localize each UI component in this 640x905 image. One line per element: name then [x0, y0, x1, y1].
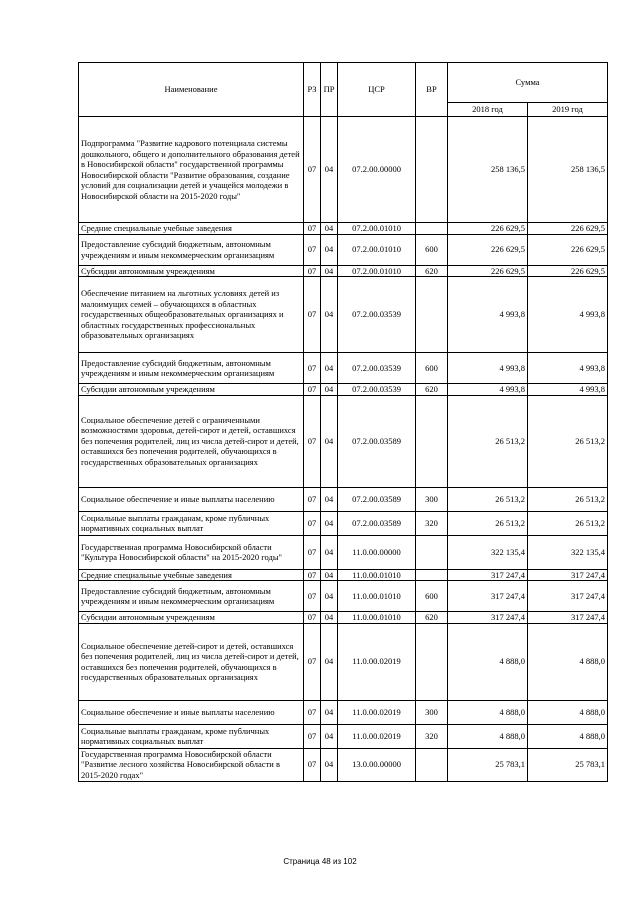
row-pr: 04: [321, 724, 338, 748]
row-rz: 07: [304, 353, 321, 384]
table-row: [79, 234, 608, 265]
row-pr: 04: [321, 612, 338, 624]
row-name: Предоставление субсидий бюджетным, автономным учреждениям и иным некоммерческим организациям: [79, 353, 304, 384]
row-amount-2018: 26 513,2: [448, 511, 528, 535]
row-csr: 11.0.00.00000: [338, 535, 416, 569]
table-body: [79, 117, 608, 782]
row-pr: 04: [321, 234, 338, 265]
row-amount-2018: 4 888,0: [448, 700, 528, 724]
table-row: [79, 487, 608, 511]
row-amount-2018: 322 135,4: [448, 535, 528, 569]
header-year-2018: 2018 год: [448, 103, 528, 117]
row-amount-2018: 4 993,8: [448, 353, 528, 384]
row-rz: 07: [304, 612, 321, 624]
table-row: [79, 569, 608, 581]
row-csr: 11.0.00.01010: [338, 569, 416, 581]
row-vr: [416, 748, 448, 781]
row-vr: 300: [416, 700, 448, 724]
row-pr: 04: [321, 623, 338, 700]
table-row: [79, 612, 608, 624]
row-rz: 07: [304, 581, 321, 612]
row-amount-2019: 26 513,2: [528, 395, 608, 487]
row-pr: 04: [321, 569, 338, 581]
row-amount-2019: 4 993,8: [528, 277, 608, 353]
row-rz: 07: [304, 511, 321, 535]
row-name: Субсидии автономным учреждениям: [79, 265, 304, 277]
row-pr: 04: [321, 487, 338, 511]
row-vr: 600: [416, 581, 448, 612]
row-name: Социальное обеспечение детей с ограниченными возможностями здоровья, детей-сирот и детей, оставшихся без попечения родителей, лиц из числа детей-сирот и детей, оставшихся без попечения родителей, обучающихся в государственных образовательных организациях: [79, 395, 304, 487]
row-name: Обеспечение питанием на льготных условиях детей из малоимущих семей – обучающихся в областных государственных общеобразовательных организациях и областных государственных профессиональных образовательных организациях: [79, 277, 304, 353]
row-name: Предоставление субсидий бюджетным, автономным учреждениям и иным некоммерческим организациям: [79, 581, 304, 612]
row-pr: 04: [321, 748, 338, 781]
row-amount-2019: 4 993,8: [528, 384, 608, 396]
table-row: [79, 748, 608, 781]
row-amount-2018: 226 629,5: [448, 234, 528, 265]
row-csr: 07.2.00.01010: [338, 234, 416, 265]
row-amount-2019: 4 888,0: [528, 623, 608, 700]
table-row: [79, 535, 608, 569]
row-amount-2019: 226 629,5: [528, 234, 608, 265]
row-amount-2019: 4 993,8: [528, 353, 608, 384]
row-pr: 04: [321, 384, 338, 396]
row-name: Государственная программа Новосибирской области "Развитие лесного хозяйства Новосибирской области в 2015-2020 годах": [79, 748, 304, 781]
table-row: [79, 511, 608, 535]
table-row: [79, 117, 608, 223]
row-vr: [416, 569, 448, 581]
table-row: [79, 277, 608, 353]
row-amount-2018: 317 247,4: [448, 612, 528, 624]
row-amount-2019: 258 136,5: [528, 117, 608, 223]
row-name: Субсидии автономным учреждениям: [79, 612, 304, 624]
header-name: Наименование: [79, 63, 304, 117]
header-year-2019: 2019 год: [528, 103, 608, 117]
row-csr: 07.2.00.03589: [338, 511, 416, 535]
row-vr: [416, 277, 448, 353]
row-csr: 11.0.00.01010: [338, 612, 416, 624]
row-pr: 04: [321, 277, 338, 353]
row-vr: 320: [416, 511, 448, 535]
row-amount-2018: 26 513,2: [448, 395, 528, 487]
row-amount-2018: 26 513,2: [448, 487, 528, 511]
row-rz: 07: [304, 395, 321, 487]
row-name: Социальное обеспечение и иные выплаты населению: [79, 700, 304, 724]
header-rz: РЗ: [304, 63, 321, 117]
row-amount-2018: 226 629,5: [448, 265, 528, 277]
row-amount-2018: 4 888,0: [448, 623, 528, 700]
row-csr: 07.2.00.01010: [338, 265, 416, 277]
row-name: Средние специальные учебные заведения: [79, 223, 304, 235]
row-pr: 04: [321, 395, 338, 487]
row-amount-2019: 4 888,0: [528, 700, 608, 724]
table-row: [79, 353, 608, 384]
budget-table: [78, 62, 608, 782]
row-pr: 04: [321, 700, 338, 724]
table-row: [79, 265, 608, 277]
row-name: Социальные выплаты гражданам, кроме публичных нормативных социальных выплат: [79, 511, 304, 535]
row-pr: 04: [321, 581, 338, 612]
row-vr: [416, 535, 448, 569]
row-amount-2019: 226 629,5: [528, 223, 608, 235]
row-rz: 07: [304, 117, 321, 223]
row-csr: 07.2.00.03589: [338, 487, 416, 511]
row-amount-2019: 317 247,4: [528, 612, 608, 624]
page-footer: Страница 48 из 102: [283, 857, 357, 866]
row-csr: 11.0.00.02019: [338, 623, 416, 700]
row-vr: 320: [416, 724, 448, 748]
header-vr: ВР: [416, 63, 448, 117]
row-vr: 620: [416, 384, 448, 396]
row-amount-2018: 4 993,8: [448, 277, 528, 353]
row-vr: [416, 117, 448, 223]
row-pr: 04: [321, 265, 338, 277]
header-sum: Сумма: [448, 63, 608, 103]
row-csr: 07.2.00.03539: [338, 277, 416, 353]
row-amount-2018: 317 247,4: [448, 569, 528, 581]
row-vr: 600: [416, 353, 448, 384]
row-amount-2018: 4 993,8: [448, 384, 528, 396]
row-vr: 620: [416, 612, 448, 624]
row-name: Социальные выплаты гражданам, кроме публичных нормативных социальных выплат: [79, 724, 304, 748]
row-rz: 07: [304, 265, 321, 277]
row-amount-2018: 25 783,1: [448, 748, 528, 781]
row-vr: [416, 395, 448, 487]
row-csr: 07.2.00.00000: [338, 117, 416, 223]
table-row: [79, 623, 608, 700]
row-vr: 300: [416, 487, 448, 511]
row-amount-2019: 317 247,4: [528, 569, 608, 581]
row-name: Государственная программа Новосибирской области "Культура Новосибирской области" на 2015-2020 годы": [79, 535, 304, 569]
table-row: [79, 700, 608, 724]
row-amount-2018: 4 888,0: [448, 724, 528, 748]
row-amount-2019: 322 135,4: [528, 535, 608, 569]
row-amount-2018: 317 247,4: [448, 581, 528, 612]
row-rz: 07: [304, 569, 321, 581]
table-row: [79, 724, 608, 748]
row-rz: 07: [304, 724, 321, 748]
row-pr: 04: [321, 535, 338, 569]
row-name: Социальное обеспечение и иные выплаты населению: [79, 487, 304, 511]
row-vr: [416, 623, 448, 700]
row-rz: 07: [304, 234, 321, 265]
row-name: Подпрограмма "Развитие кадрового потенциала системы дошкольного, общего и дополнительного образования детей в Новосибирской области" государственной программы Новосибирской области "Развитие образования, создание условий для социализации детей и учащейся молодежи в Новосибирской области на 2015-2020 годы": [79, 117, 304, 223]
row-rz: 07: [304, 277, 321, 353]
row-pr: 04: [321, 117, 338, 223]
row-name: Субсидии автономным учреждениям: [79, 384, 304, 396]
row-csr: 07.2.00.03539: [338, 353, 416, 384]
row-name: Предоставление субсидий бюджетным, автономным учреждениям и иным некоммерческим организациям: [79, 234, 304, 265]
row-rz: 07: [304, 223, 321, 235]
row-csr: 13.0.00.00000: [338, 748, 416, 781]
row-amount-2019: 317 247,4: [528, 581, 608, 612]
table-row: [79, 395, 608, 487]
row-rz: 07: [304, 535, 321, 569]
row-csr: 11.0.00.02019: [338, 724, 416, 748]
row-rz: 07: [304, 384, 321, 396]
row-rz: 07: [304, 700, 321, 724]
row-rz: 07: [304, 487, 321, 511]
row-csr: 11.0.00.02019: [338, 700, 416, 724]
row-amount-2019: 226 629,5: [528, 265, 608, 277]
header-pr: ПР: [321, 63, 338, 117]
table-row: [79, 581, 608, 612]
row-csr: 11.0.00.01010: [338, 581, 416, 612]
row-amount-2018: 258 136,5: [448, 117, 528, 223]
row-amount-2019: 4 888,0: [528, 724, 608, 748]
table-header: [79, 63, 608, 117]
row-pr: 04: [321, 353, 338, 384]
row-pr: 04: [321, 223, 338, 235]
row-vr: 600: [416, 234, 448, 265]
row-csr: 07.2.00.01010: [338, 223, 416, 235]
row-name: Социальное обеспечение детей-сирот и детей, оставшихся без попечения родителей, лиц из числа детей-сирот и детей, оставшихся без попечения родителей, обучающихся в государственных образовательных организациях: [79, 623, 304, 700]
table-row: [79, 384, 608, 396]
row-rz: 07: [304, 623, 321, 700]
row-pr: 04: [321, 511, 338, 535]
row-vr: [416, 223, 448, 235]
row-name: Средние специальные учебные заведения: [79, 569, 304, 581]
row-amount-2019: 26 513,2: [528, 487, 608, 511]
row-vr: 620: [416, 265, 448, 277]
row-csr: 07.2.00.03539: [338, 384, 416, 396]
row-rz: 07: [304, 748, 321, 781]
row-amount-2018: 226 629,5: [448, 223, 528, 235]
row-amount-2019: 26 513,2: [528, 511, 608, 535]
header-csr: ЦСР: [338, 63, 416, 117]
row-amount-2019: 25 783,1: [528, 748, 608, 781]
table-row: [79, 223, 608, 235]
row-csr: 07.2.00.03589: [338, 395, 416, 487]
